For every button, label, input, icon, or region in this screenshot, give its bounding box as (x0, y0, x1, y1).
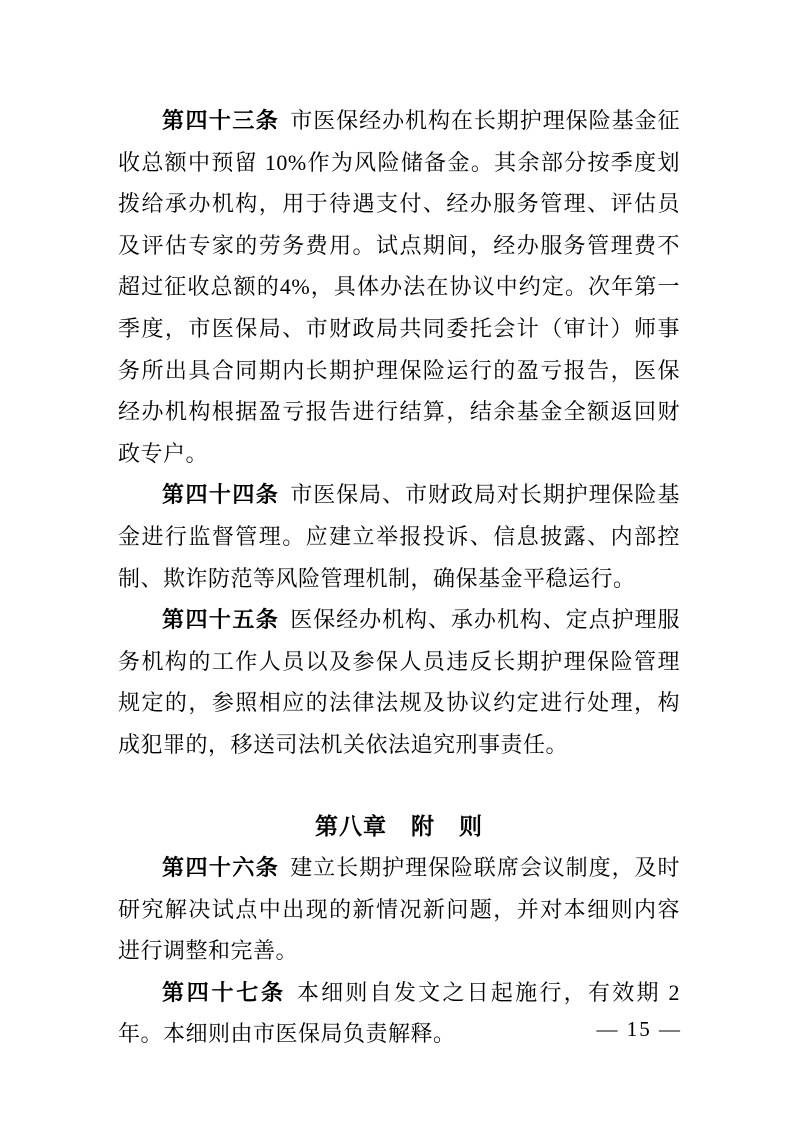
chapter-heading: 第八章 附 则 (315, 813, 483, 839)
article-46-number: 第四十六条 (162, 855, 280, 881)
article-46-paragraph (118, 847, 680, 972)
article-44-number: 第四十四条 (162, 482, 280, 508)
article-45-paragraph (118, 599, 680, 765)
article-44-text: 市医保局、市财政局对长期护理保险基金进行监督管理。应建立举报投诉、信息披露、内部控制、欺诈防范等风险管理机制，确保基金平稳运行。 (118, 482, 680, 591)
article-43-paragraph (118, 100, 680, 474)
article-45-number: 第四十五条 (162, 607, 280, 633)
article-43-text: 市医保经办机构在长期护理保险基金征收总额中预留 10%作为风险储备金。其余部分按季度划拨给承办机构，用于待遇支付、经办服务管理、评估员及评估专家的劳务费用。试点期间，经办服务管理费不超过征收总额的4%，具体办法在协议中约定。次年第一季度，市医保局、市财政局共同委托会计（审计）师事务所出具合同期内长期护理保险运行的盈亏报告，医保经办机构根据盈亏报告进行结算，结余基金全额返回财政专户。 (118, 108, 680, 466)
article-44-paragraph (118, 474, 680, 599)
article-46-text: 建立长期护理保险联席会议制度，及时研究解决试点中出现的新情况新问题，并对本细则内容进行调整和完善。 (118, 855, 680, 964)
document-content (118, 0, 680, 1055)
page-number: — 15 — (596, 1017, 682, 1041)
article-47-paragraph (118, 972, 680, 1055)
article-43-number: 第四十三条 (162, 108, 280, 133)
article-47-text: 本细则自发文之日起施行，有效期 2 年。本细则由市医保局负责解释。 (118, 979, 680, 1047)
article-47-number: 第四十七条 (162, 979, 286, 1005)
article-45-text: 医保经办机构、承办机构、定点护理服务机构的工作人员以及参保人员违反长期护理保险管理规定的，参照相应的法律法规及协议约定进行处理，构成犯罪的，移送司法机关依法追究刑事责任。 (118, 607, 680, 757)
